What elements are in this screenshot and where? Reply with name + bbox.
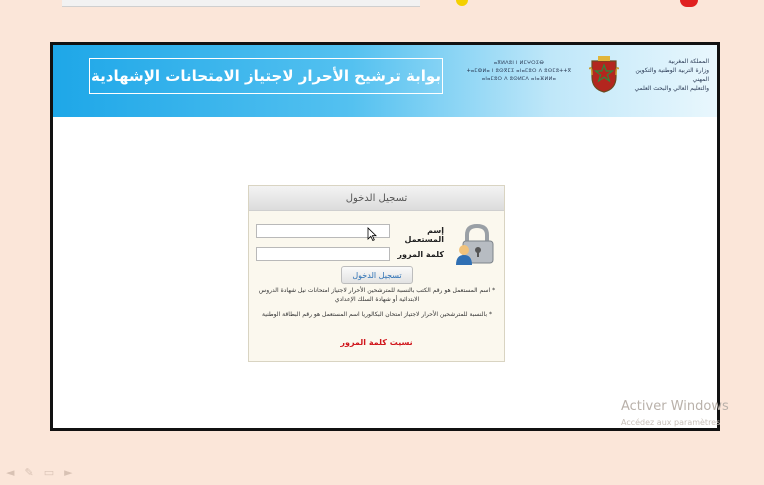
login-panel-header: تسجيل الدخول	[249, 186, 504, 211]
padlock-user-icon	[455, 222, 495, 266]
arrow-left-icon[interactable]: ◄	[6, 466, 15, 479]
username-label: إسم المستعمل	[404, 226, 444, 244]
password-input[interactable]	[256, 247, 390, 261]
windows-activation-subtitle: Accédez aux paramètres	[621, 418, 721, 427]
tifinagh-line-3: ⴰⵏⴰⵎⵓⵔ ⴷ ⵓⵙⵍⵎⴷ ⴰⵏⴰⴼⵍⵍⴰ	[481, 76, 557, 82]
pen-icon[interactable]: ✎	[24, 466, 34, 479]
arrow-right-icon[interactable]: ►	[64, 466, 73, 479]
presentation-toolbar	[6, 466, 73, 479]
ministry-line-2: وزارة التربية الوطنية والتكوين المهني	[635, 67, 709, 83]
window-top-strip	[62, 0, 420, 7]
mouse-cursor-icon	[367, 227, 377, 241]
tifinagh-ministry-text	[457, 59, 581, 83]
portal-banner	[53, 45, 717, 117]
slides-icon[interactable]: ▭	[43, 466, 55, 479]
username-note-baccalaureate: * بالنسبة للمترشحين الأحرار لاجتياز امتحان البكالوريا اسم المستعمل هو رقم البطاقة الوطنية	[262, 311, 492, 318]
morocco-coat-of-arms-icon	[589, 55, 619, 93]
portal-title: بوابة ترشيح الأحرار لاجتياز الامتحانات الإشهادية	[89, 58, 443, 94]
windows-activation-title: Activer Windows	[621, 399, 729, 414]
forgot-password-link[interactable]: نسيت كلمة المرور	[340, 338, 413, 347]
top-yellow-shape	[456, 0, 468, 6]
tifinagh-line-2: ⵜⴰⵎⵀⵍⴰ ⵏ ⵓⵙⴳⵎⵉ ⴰⵏⴰⵎⵓⵔ ⴷ ⵓⵙⵎⵓⵜⵜⴳ	[466, 68, 572, 74]
password-label: كلمة المرور	[397, 250, 444, 259]
login-submit-button[interactable]: تسجيل الدخول	[341, 266, 413, 284]
browser-page-frame	[50, 42, 720, 431]
ministry-name	[627, 57, 709, 93]
login-panel	[248, 185, 505, 362]
ministry-line-3: والتعليم العالي والبحث العلمي	[634, 85, 709, 92]
username-note-primary: * اسم المستعمل هو رقم الكتب بالنسبة للمترشحين الأحرار لاجتياز امتحانات نيل شهادة الدروس الابتدائية أو شهادة السلك الإعدادي	[258, 287, 496, 303]
ministry-line-1: المملكة المغربية	[668, 58, 709, 65]
tifinagh-line-1: ⴰⴳⵍⴷⵓⵏ ⵏ ⵍⵎⵖⵔⵉⴱ	[493, 60, 545, 66]
top-red-shape	[680, 0, 698, 7]
